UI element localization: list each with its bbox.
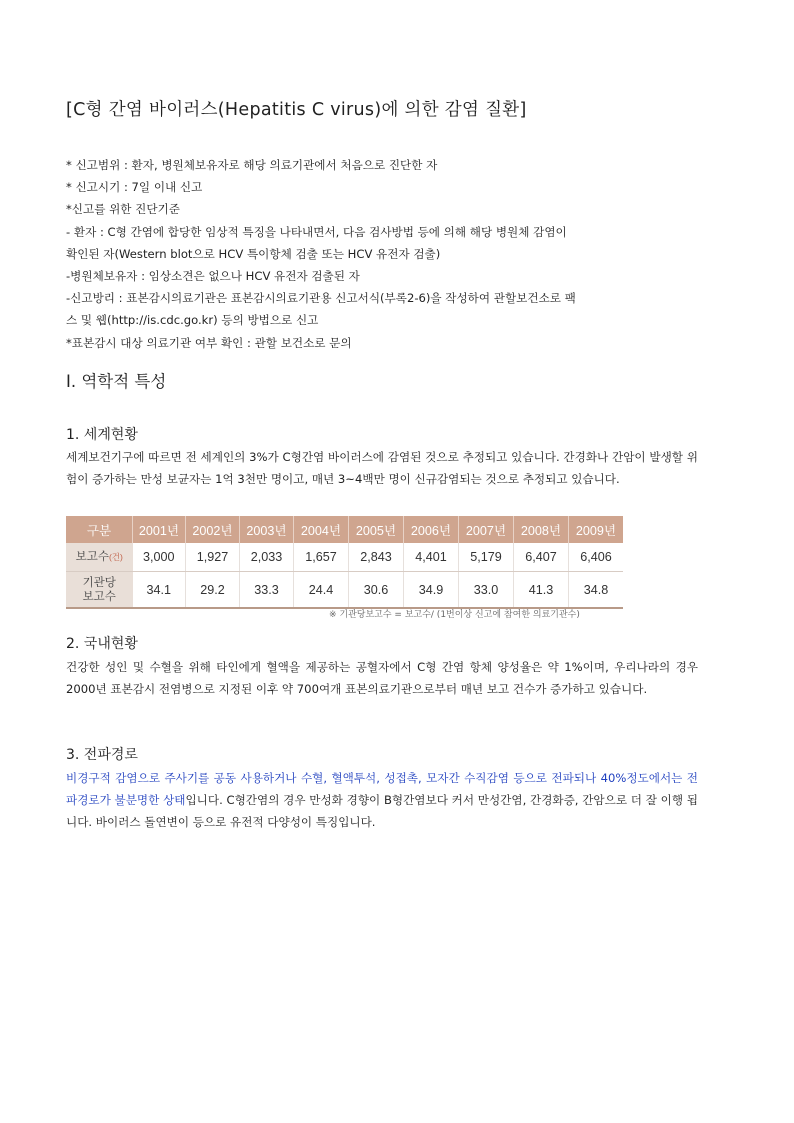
criteria-line: 스 및 웹(http://is.cdc.go.kr) 등의 방법으로 신고 xyxy=(66,313,319,328)
row-label-reports xyxy=(66,543,133,572)
table-header-year: 2006년 xyxy=(404,516,459,543)
criteria-line: *표본감시 대상 의료기관 여부 확인 : 관할 보건소로 문의 xyxy=(66,335,352,350)
table-footnote: ※ 기관당보고수 = 보고수/ (1번이상 신고에 참여한 의료기관수) xyxy=(329,610,580,620)
table-header-label: 구분 xyxy=(66,516,133,543)
world-status-heading: 1. 세계현황 xyxy=(66,427,138,443)
table-row xyxy=(66,543,623,572)
table-cell: 24.4 xyxy=(294,572,349,609)
table-header-year: 2009년 xyxy=(569,516,624,543)
criteria-line: - 환자 : C형 간염에 합당한 임상적 특징을 나타내면서, 다음 검사방법 등에 의해 해당 병원체 감염이 xyxy=(66,224,567,239)
table-cell: 41.3 xyxy=(514,572,569,609)
table-header-year: 2007년 xyxy=(459,516,514,543)
report-criteria xyxy=(66,154,698,354)
table-cell: 29.2 xyxy=(186,572,240,609)
domestic-status-heading: 2. 국내현황 xyxy=(66,636,138,652)
table-cell: 6,406 xyxy=(569,543,624,572)
row-label-text: 보고수 xyxy=(75,551,109,563)
world-status-text: 세계보건기구에 따르면 전 세계인의 3%가 C형간염 바이러스에 감염된 것으로 추정되고 있습니다. 간경화나 간암이 발생할 위험이 증가하는 만성 보균자는 1억 3천만 명이고, 매년 3~4백만 명이 신규감염되는 것으로 추정되고 있습니다. xyxy=(66,450,698,487)
table-cell: 1,657 xyxy=(294,543,349,572)
criteria-line: * 신고범위 : 환자, 병원체보유자로 해당 의료기관에서 처음으로 진단한 자 xyxy=(66,158,438,172)
table-cell: 33.3 xyxy=(240,572,294,609)
criteria-line: *신고를 위한 진단기준 xyxy=(66,202,180,217)
criteria-line: -병원체보유자 : 임상소견은 없으나 HCV 유전자 검출된 자 xyxy=(66,269,360,284)
table-cell: 3,000 xyxy=(133,543,186,572)
table-header-year: 2001년 xyxy=(133,516,186,543)
table-header-row xyxy=(66,516,623,543)
table-cell: 2,843 xyxy=(349,543,404,572)
body-text: 입니다. C형간염의 경우 만성화 경향이 B형간염보다 커서 만성간염, 간경화증, 간암으로 더 잘 이행 됩니다. 바이러스 돌연변이 등으로 유전적 다양성이 특징입니다. xyxy=(66,793,698,830)
table-row xyxy=(66,572,623,609)
table-header-year: 2002년 xyxy=(186,516,240,543)
table-cell: 33.0 xyxy=(459,572,514,609)
table-header-year: 2008년 xyxy=(514,516,569,543)
document-title: [C형 간염 바이러스(Hepatitis C virus)에 의한 감염 질환] xyxy=(66,100,527,120)
row-label-text: 기관당 xyxy=(82,576,116,589)
row-label-unit: (건) xyxy=(108,552,123,562)
table-cell: 34.8 xyxy=(569,572,624,609)
table-cell: 6,407 xyxy=(514,543,569,572)
table-cell: 1,927 xyxy=(186,543,240,572)
transmission-route-text xyxy=(66,767,698,834)
table-header-year: 2003년 xyxy=(240,516,294,543)
domestic-status-text: 건강한 성인 및 수혈을 위해 타인에게 혈액을 제공하는 공혈자에서 C형 간염 항체 양성율은 약 1%이며, 우리나라의 경우 2000년 표본감시 전염병으로 지정된 이후 약 700여개 표본의료기관으로부터 매년 보고 건수가 증가하고 있습니다. xyxy=(66,660,698,697)
table-cell: 30.6 xyxy=(349,572,404,609)
section-heading: Ⅰ. 역학적 특성 xyxy=(66,372,167,391)
table-cell: 2,033 xyxy=(240,543,294,572)
row-label-per-institution xyxy=(66,572,133,609)
criteria-line: * 신고시기 : 7일 이내 신고 xyxy=(66,180,203,195)
table-header-year: 2004년 xyxy=(294,516,349,543)
table-cell: 5,179 xyxy=(459,543,514,572)
table-header-year: 2005년 xyxy=(349,516,404,543)
table-cell: 4,401 xyxy=(404,543,459,572)
table-cell: 34.9 xyxy=(404,572,459,609)
criteria-line: -신고방리 : 표본감시의료기관은 표본감시의료기관용 신고서식(부록2-6)을 작성하여 관할보건소로 팩 xyxy=(66,291,576,306)
transmission-route-heading: 3. 전파경로 xyxy=(66,747,138,763)
table-cell: 34.1 xyxy=(133,572,186,609)
row-label-text: 보고수 xyxy=(82,590,116,603)
highlighted-text: 비경구적 감염으로 주사기를 공동 사용하거나 수혈, 혈액투석, 성접촉, 모자간 수직감염 등으로 전파되나 40%정도에서는 전파경로가 불분명한 상태 xyxy=(66,771,698,808)
criteria-line: 확인된 자(Western blot으로 HCV 특이항체 검출 또는 HCV 유전자 검출) xyxy=(66,246,441,261)
report-statistics-table xyxy=(66,516,623,609)
